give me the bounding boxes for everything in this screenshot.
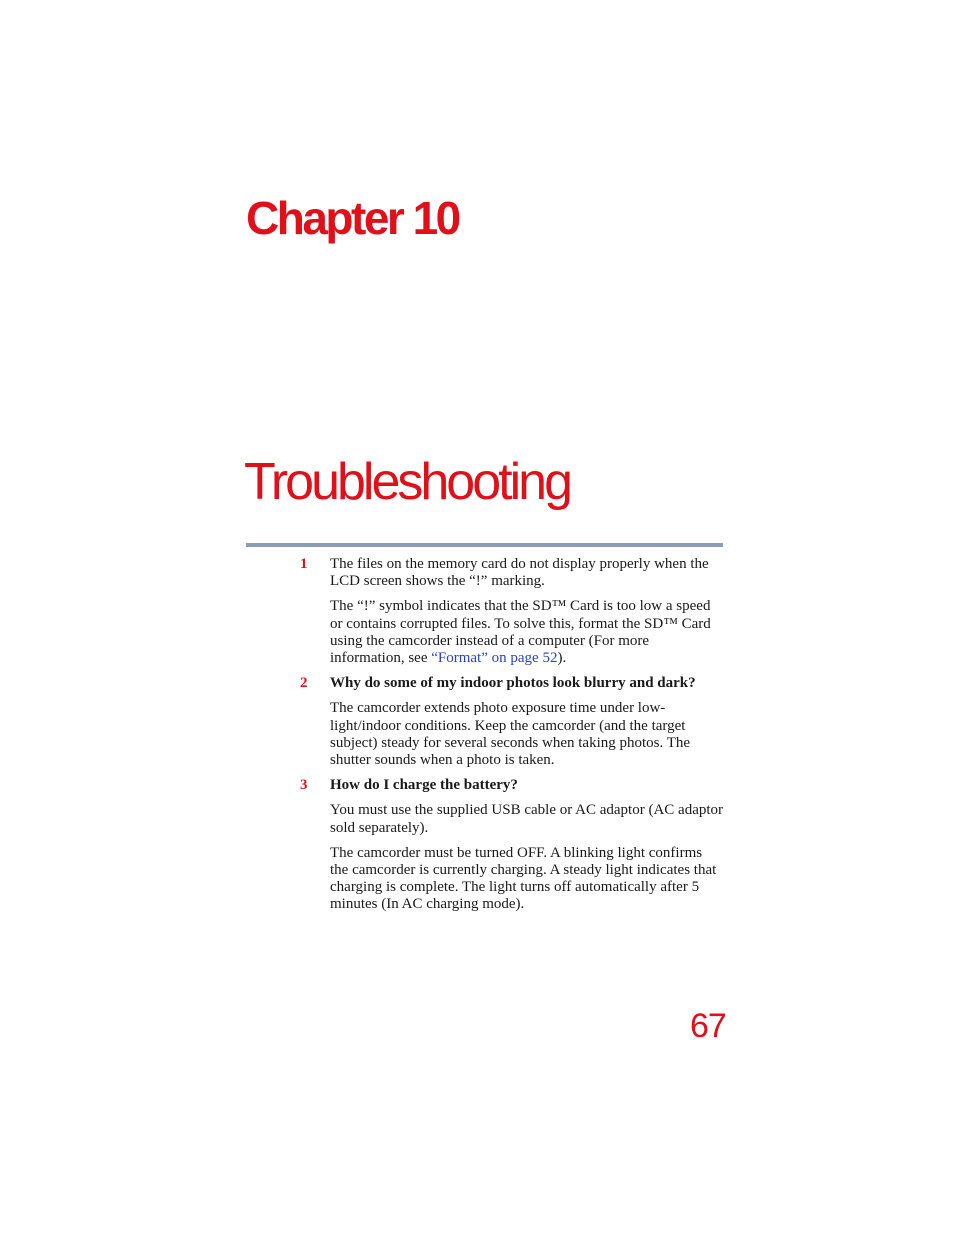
item-number: 3 — [300, 777, 308, 794]
item-number: 2 — [300, 675, 308, 692]
faq-item-1 — [300, 556, 724, 590]
question-text: Why do some of my indoor photos look blurry and dark? — [330, 675, 696, 692]
answer-text-start: The “!” symbol indicates that the SD™ Card is too low a speed or contains corrupted files. To solve this, format the SD™ Card using the camcorder instead of a computer (For more information, see — [330, 598, 711, 667]
faq-item-3 — [300, 777, 724, 794]
question-text: How do I charge the battery? — [330, 777, 518, 794]
faq-list — [300, 556, 724, 922]
item-number: 1 — [300, 556, 308, 572]
faq-item-2 — [300, 675, 724, 692]
answer-text: The camcorder must be turned OFF. A blinking light confirms the camcorder is currently charging. A steady light indicates that charging is complete. The light turns off automatically after 5 minutes (In AC charging mode). — [330, 844, 717, 913]
question-text: The files on the memory card do not display properly when the LCD screen shows the “!” marking. — [330, 556, 709, 590]
chapter-label: Chapter 10 — [246, 192, 459, 244]
answer-text: The camcorder extends photo exposure time under low-light/indoor conditions. Keep the camcorder (and the target subject) steady for several seconds when taking photos. The shutter sounds when a photo is taken. — [330, 700, 691, 769]
answer-text-end: ). — [557, 650, 567, 667]
answer-text — [330, 598, 724, 667]
format-page-link[interactable]: “Format” on page 52 — [431, 650, 558, 667]
title-divider — [246, 543, 723, 547]
answer-text: You must use the supplied USB cable or AC adaptor (AC adaptor sold separately). — [330, 802, 724, 836]
page-number: 67 — [690, 1007, 726, 1045]
page-title: Troubleshooting — [244, 453, 570, 511]
